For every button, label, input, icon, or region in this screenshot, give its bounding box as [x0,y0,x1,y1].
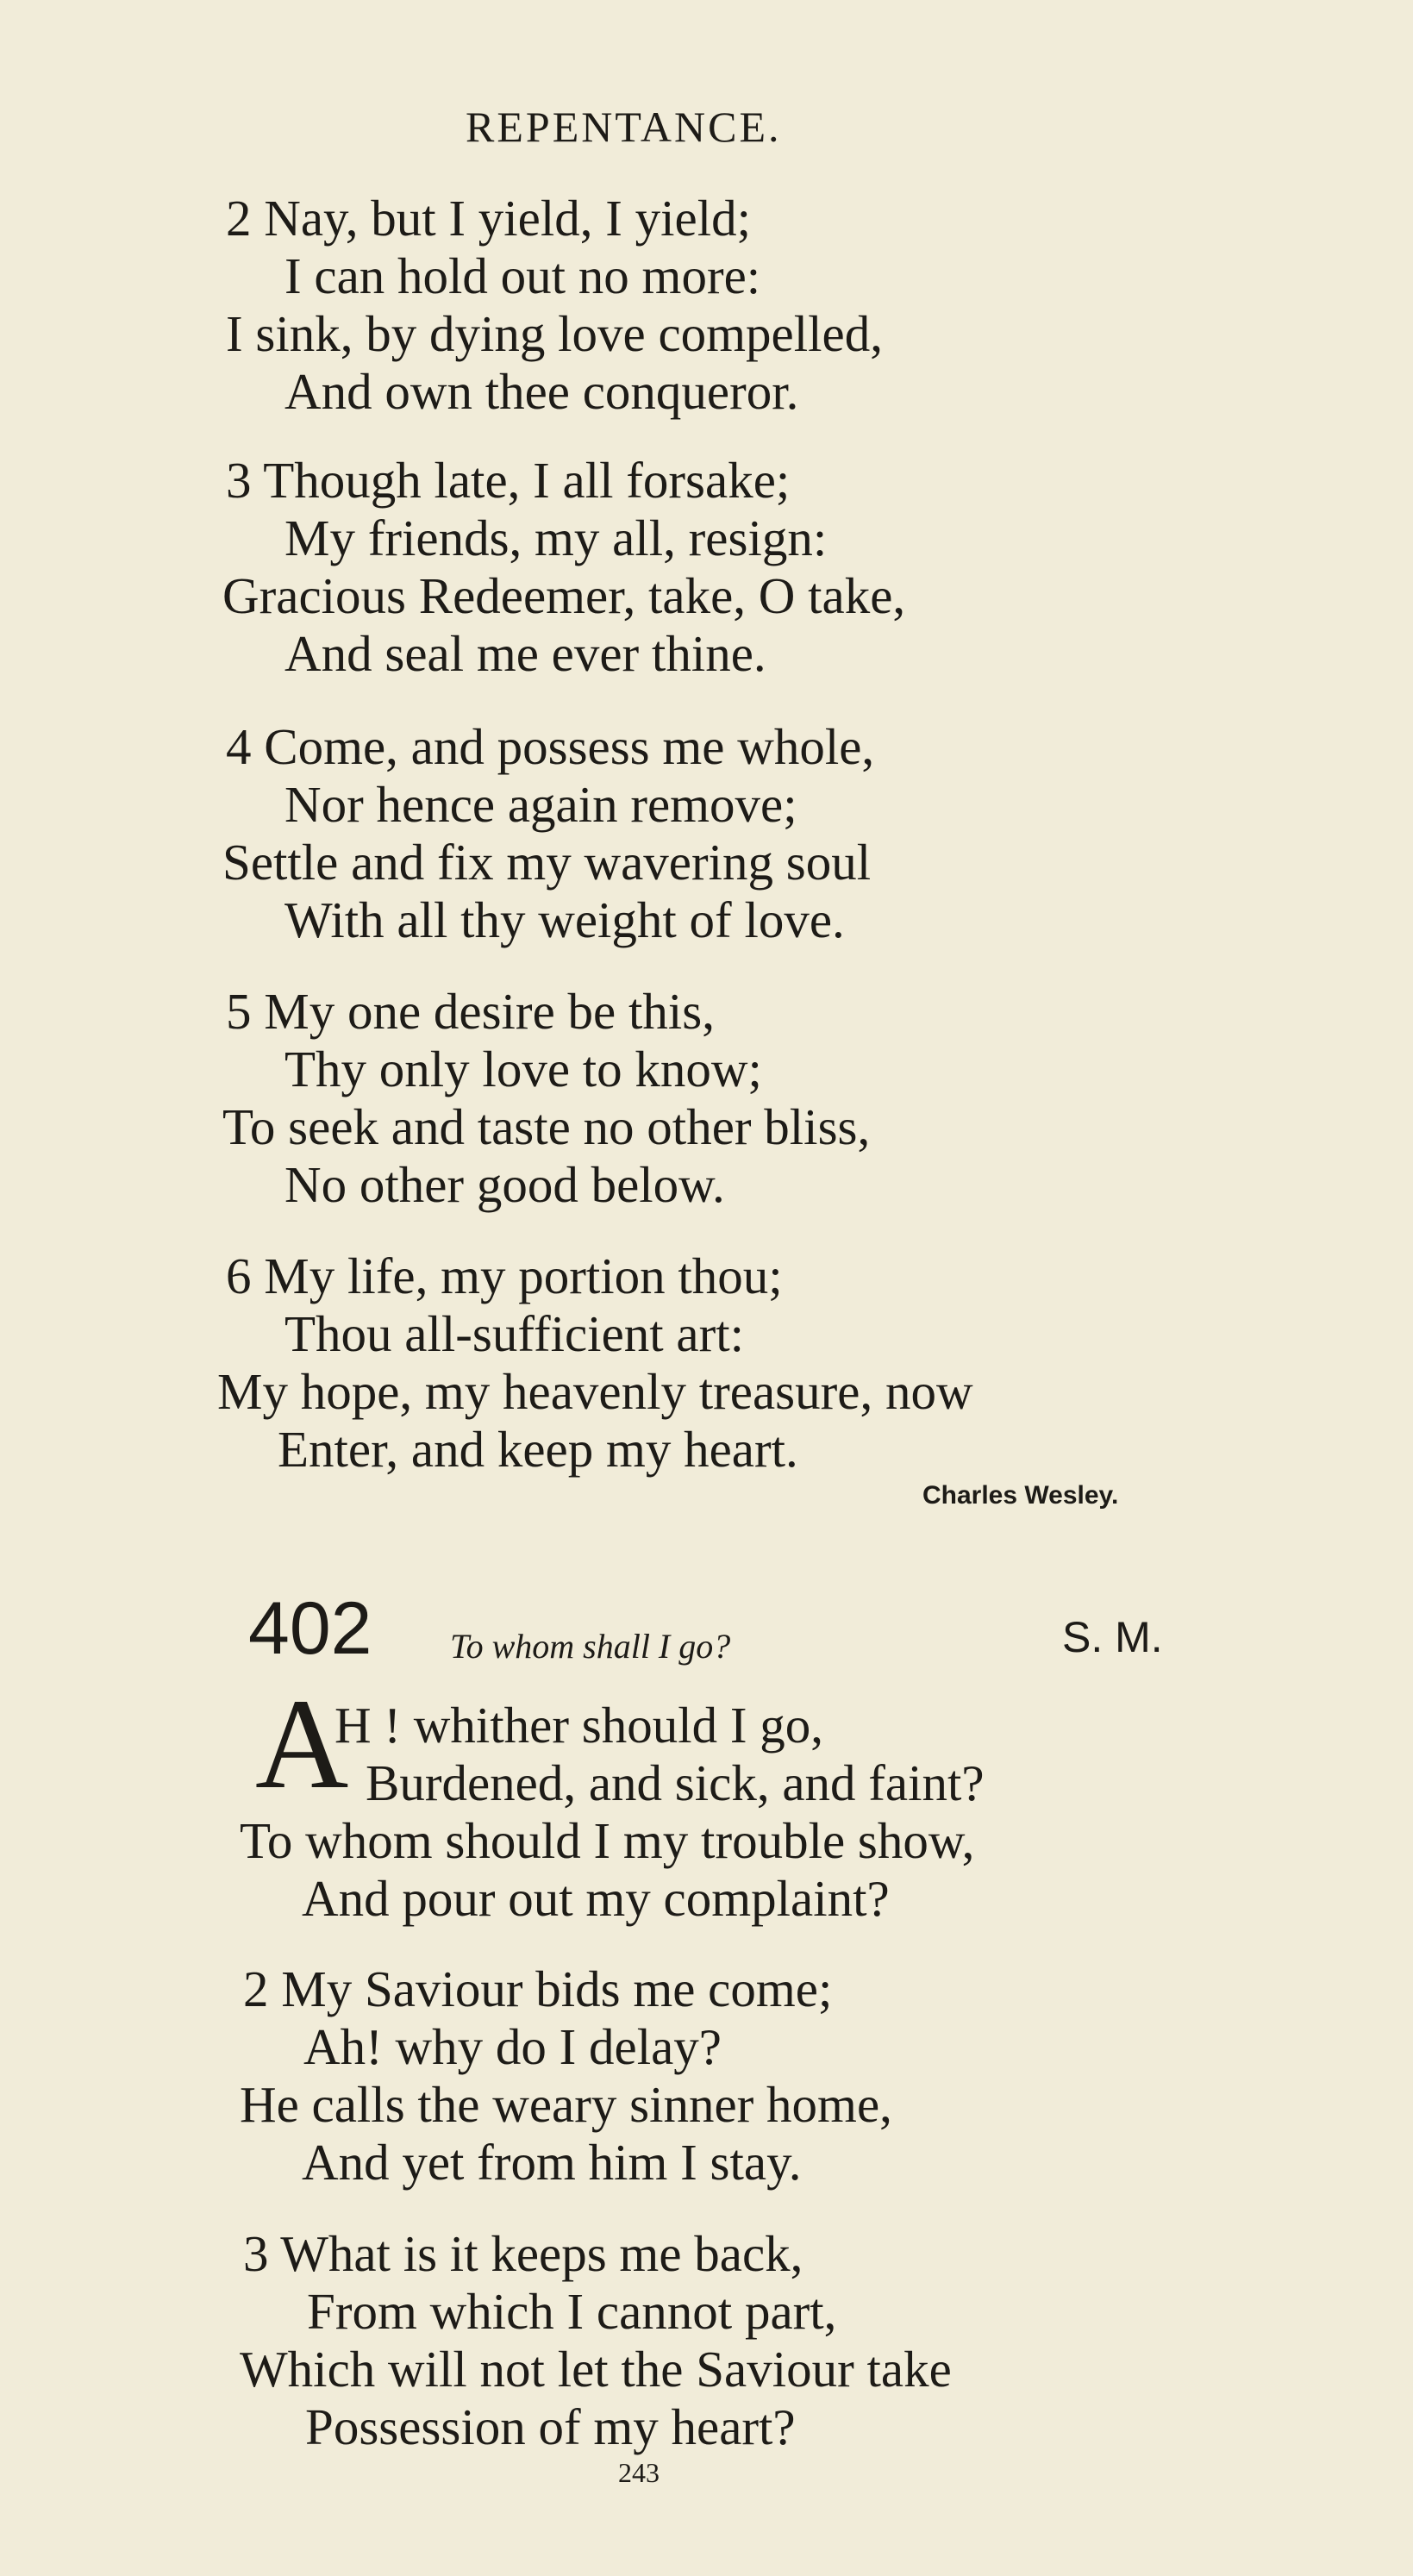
verse-line: H ! whither should I go, [334,1697,823,1754]
drop-cap: A [255,1673,349,1816]
verse-line: 3 What is it keeps me back, [243,2225,803,2282]
verse-line: Nor hence again remove; [284,776,797,833]
hymn-number: 402 [248,1587,372,1670]
running-header: REPENTANCE. [466,103,782,151]
page-number: 243 [618,2457,660,2488]
verse-number: 2 [226,190,252,247]
verse-number: 6 [226,1247,252,1304]
verse-line: He calls the weary sinner home, [240,2076,892,2133]
verse-line: From which I cannot part, [307,2283,837,2340]
verse-number: 4 [226,718,252,775]
verse-number: 3 [243,2225,269,2282]
verse-line: Thou all-sufficient art: [284,1305,745,1362]
verse-line: I sink, by dying love compelled, [226,305,883,362]
verse-line: 5 My one desire be this, [226,983,715,1040]
verse-line: Gracious Redeemer, take, O take, [222,567,906,624]
verse-line: Enter, and keep my heart. [278,1421,798,1478]
verse-line: I can hold out no more: [284,247,761,304]
verse-line: Settle and fix my wavering soul [222,834,872,891]
verse-line: Thy only love to know; [284,1041,762,1097]
verse-number: 2 [243,1960,269,2017]
verse-line: 6 My life, my portion thou; [226,1247,783,1304]
verse-line: And seal me ever thine. [284,625,766,682]
verse-line: And pour out my complaint? [302,1870,890,1927]
verse-line: To seek and taste no other bliss, [222,1098,871,1155]
verse-line: 3 Though late, I all forsake; [226,452,791,509]
verse-line: Burdened, and sick, and faint? [366,1754,985,1811]
verse-line: My friends, my all, resign: [284,510,828,566]
verse-line: 4 Come, and possess me whole, [226,718,875,775]
verse-line: Ah! why do I delay? [303,2018,722,2075]
verse-line: Possession of my heart? [305,2398,796,2455]
hymn-subtitle: To whom shall I go? [450,1627,731,1666]
verse-line: And yet from him I stay. [302,2134,802,2191]
verse-line: And own thee conqueror. [284,363,799,420]
verse-number: 5 [226,983,252,1040]
verse-number: 3 [226,452,252,509]
verse-line: With all thy weight of love. [284,891,845,948]
verse-line: My hope, my heavenly treasure, now [217,1363,973,1420]
verse-line: 2 Nay, but I yield, I yield; [226,190,751,247]
hymn-meter: S. M. [1062,1613,1163,1661]
verse-line: To whom should I my trouble show, [240,1812,975,1869]
verse-line: 2 My Saviour bids me come; [243,1960,833,2017]
verse-line: Which will not let the Saviour take [240,2341,952,2398]
hymn-author: Charles Wesley. [922,1481,1119,1510]
verse-line: No other good below. [284,1156,725,1213]
